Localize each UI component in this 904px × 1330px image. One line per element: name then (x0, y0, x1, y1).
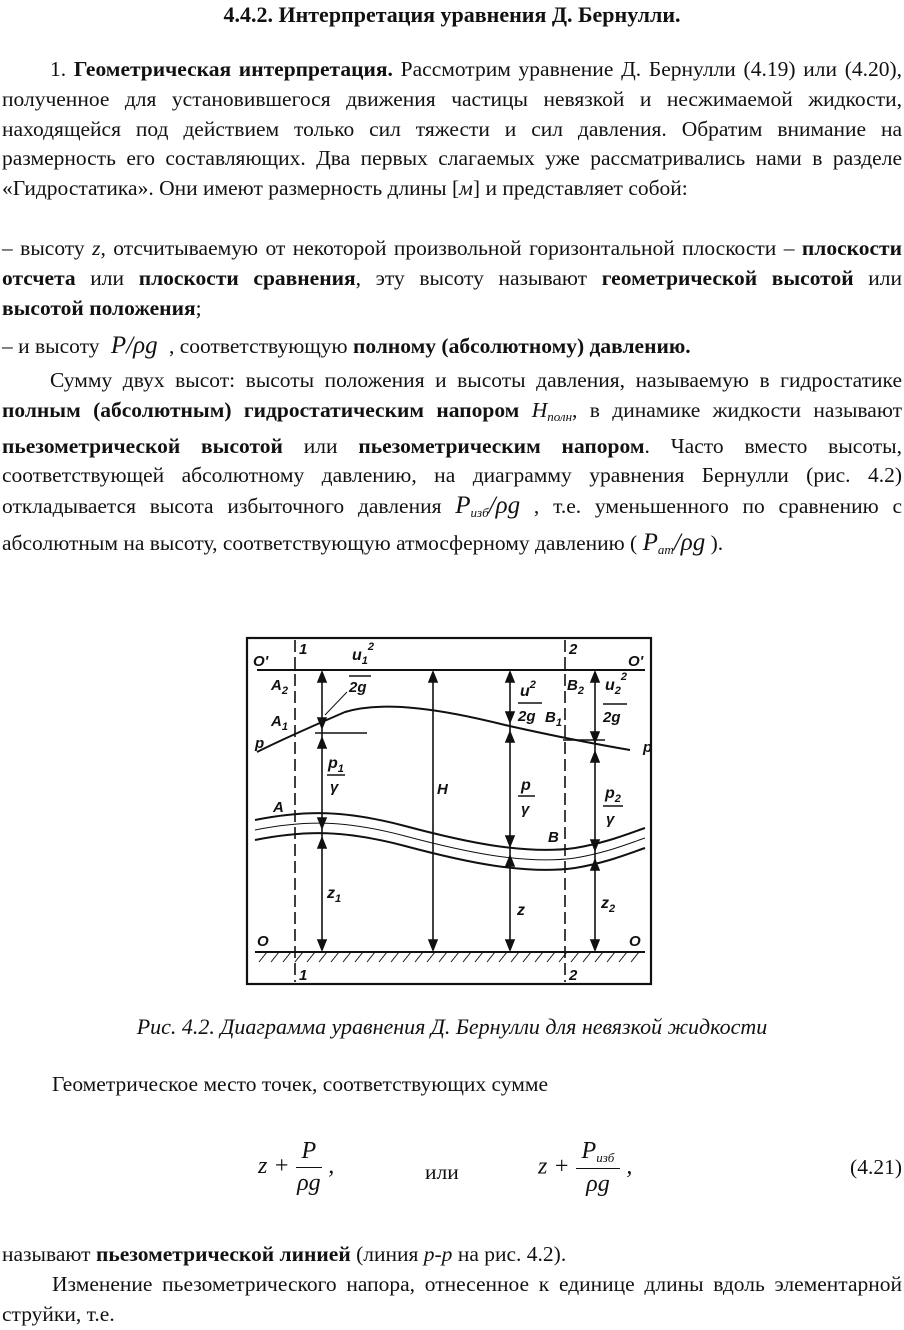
label-p-mid-denominator: γ (521, 801, 530, 818)
paragraph-piezometric-head (2, 366, 902, 565)
stream-tube-bottom (255, 833, 645, 870)
label-u2-squared: $u_2^2$ (605, 671, 628, 697)
term-geometric-height: геометрической высотой (601, 265, 854, 290)
label-a1: $A_1$ (271, 713, 288, 733)
fraction-numerator-subscript: изб (596, 1150, 615, 1165)
unit-symbol: м (459, 176, 473, 201)
formula-right (538, 1138, 632, 1198)
bullet-text: , эту высоту называют (355, 265, 602, 290)
label-z: z (517, 902, 525, 919)
fraction-numerator: P (581, 1138, 597, 1164)
bernoulli-diagram-figure (245, 630, 660, 990)
paragraph-piezometric-line (2, 1240, 902, 1270)
label-point-a: A (273, 799, 284, 816)
paragraph-text: . Часто вместо высоты, соответствующей абсолютному давлению, на диаграмму уравнения Бернулли (рис. 4.2) откладывается высота избыточного давления (2, 433, 902, 519)
label-u1-squared: $u_1^2$ (352, 641, 375, 667)
term-position-height: высотой положения (2, 295, 196, 320)
diagram-frame (247, 638, 651, 984)
bullet-height-z (2, 234, 902, 323)
bullet-text: ; (195, 295, 202, 320)
paragraph-text: Рассмотрим уравнение Д. Бернулли (4.19) или (4.20), полученное для установившегося движения частицы невязкой и несжимаемой жидкости, находящейся под действием только сил тяжести и сил давления. Обратим внимание на размерность его составляющих. Два первых слагаемых уже рассматривались нами в разделе «Гидростатика». Они имеют размерность длины [ (2, 57, 903, 201)
paragraph-text: Сумму двух высот: высоты положения и высоты давления, называемую в гидростатике (50, 368, 902, 392)
label-p-right: p (643, 739, 653, 756)
formula-comma: , (626, 1153, 633, 1180)
bullet-text: или (853, 265, 902, 290)
paragraph-text: называют (2, 1242, 96, 1266)
label-p2-denominator: γ (606, 811, 615, 828)
term-absolute-pressure: полному (абсолютному) давлению. (353, 334, 691, 358)
fraction-p-over-rho-g: $\frac{P}{\rho g}$ (297, 1138, 321, 1196)
term-hydrostatic-head: полным (абсолютным) гидростатическим напором (2, 397, 520, 422)
term-piezometric-height: пьезометрической высотой (2, 433, 283, 458)
figure-caption: Рис. 4.2. Диаграмма уравнения Д. Бернулли для невязкой жидкости (136, 1014, 768, 1039)
label-o-left: O (257, 933, 269, 950)
term-reference-plane: плоскости отсчета (2, 236, 902, 290)
label-u-denominator: 2g (518, 708, 536, 725)
term-piezometric-line: пьезометрической линией (95, 1242, 351, 1266)
stream-tube-axis (255, 823, 645, 860)
label-z1: $z_1$ (327, 885, 342, 905)
paragraph-text: , т.е. уменьшенного по сравнению с абсолютным на высоту, соответствующую атмосферному давлению ( (2, 494, 902, 555)
label-u2-denominator: 2g (603, 709, 621, 726)
formula-z-plus: z + (538, 1153, 570, 1180)
paragraph-text: или (282, 433, 359, 458)
bullet-text: или (75, 265, 139, 290)
paragraph-text: на рис. 4.2). (452, 1242, 567, 1266)
label-p-left: p (255, 735, 265, 752)
label-b1: $B_1$ (545, 709, 562, 729)
formula-z-plus: z + (258, 1153, 290, 1180)
label-p1-denominator: γ (330, 779, 339, 796)
bullet-pressure-height (2, 331, 902, 362)
label-o-prime-left: O' (253, 653, 269, 670)
fraction-denominator: ρg (586, 1171, 610, 1197)
label-u-squared: $u^2$ (520, 679, 536, 700)
label-section-1-top: 1 (299, 641, 308, 658)
paragraph-text: (линия (350, 1242, 424, 1266)
section-heading: 4.4.2. Интерпретация уравнения Д. Бернулли. (223, 2, 681, 27)
bullet-text: – высоту (2, 236, 93, 260)
ground-hatching (259, 952, 639, 962)
atm-pressure-denominator: /ρg (673, 528, 706, 556)
label-p1: $p_1$ (328, 755, 344, 775)
label-a2: $A_2$ (271, 677, 288, 697)
bernoulli-diagram (245, 630, 660, 990)
excess-pressure-subscript: изб (470, 505, 489, 521)
formula-or: или (425, 1160, 459, 1184)
label-h: H (437, 781, 448, 798)
equation-intro: Геометрическое место точек, соответствующих сумме (52, 1072, 548, 1096)
bullet-text: , отсчитываемую от некоторой произвольной горизонтальной плоскости – (100, 236, 802, 260)
fraction-pizb-over-rho-g (576, 1138, 621, 1198)
label-u1-denominator: 2g (349, 679, 367, 696)
label-section-2-bottom: 2 (569, 967, 578, 984)
atm-pressure-subscript: ат (657, 541, 674, 557)
equation-number: (4.21) (850, 1155, 902, 1179)
atm-pressure-symbol: P (642, 528, 658, 556)
bullet-text: – и высоту (2, 334, 105, 358)
paragraph-text: ). (705, 530, 724, 555)
bullet-text: , соответствующую (163, 334, 353, 358)
h-subscript: полн (547, 408, 573, 424)
paragraph-text: Изменение пьезометрического напора, отнесенное к единице длины вдоль элементарной струйки, т.е. (2, 1272, 902, 1326)
h-symbol: H (531, 397, 548, 422)
excess-pressure-symbol: P (455, 492, 471, 520)
z-symbol: z (92, 236, 101, 260)
label-section-1-bottom: 1 (299, 967, 308, 984)
label-p-mid: p (521, 777, 531, 794)
label-b2: $B_2$ (567, 677, 584, 697)
line-pp-symbol: р-р (423, 1242, 453, 1266)
label-section-2-top: 2 (569, 641, 578, 658)
paragraph-geometric-interpretation (2, 55, 902, 204)
paragraph-head-change (2, 1270, 902, 1330)
formula-left (258, 1138, 334, 1197)
formula-comma: , (328, 1153, 335, 1180)
label-z2: $z_2$ (601, 895, 616, 915)
label-o-right: O (629, 933, 641, 950)
piezometric-line (257, 707, 630, 752)
geometric-interpretation-term: Геометрическая интерпретация. (73, 57, 393, 81)
paragraph-text: , в динамике жидкости называют (572, 397, 903, 422)
paragraph-text-end: ] и представляет собой: (472, 176, 688, 201)
term-comparison-plane: плоскости сравнения (138, 265, 356, 290)
label-point-b: B (548, 829, 559, 846)
label-o-prime-right: O' (628, 653, 644, 670)
label-p2: $p_2$ (605, 785, 621, 805)
stream-tube-top (255, 813, 645, 850)
excess-pressure-denominator: /ρg (488, 492, 521, 520)
pressure-height-expression: P/ρg (110, 332, 158, 359)
term-piezometric-head: пьезометрическим напором (358, 433, 645, 458)
paragraph-lead: 1. (50, 57, 74, 81)
